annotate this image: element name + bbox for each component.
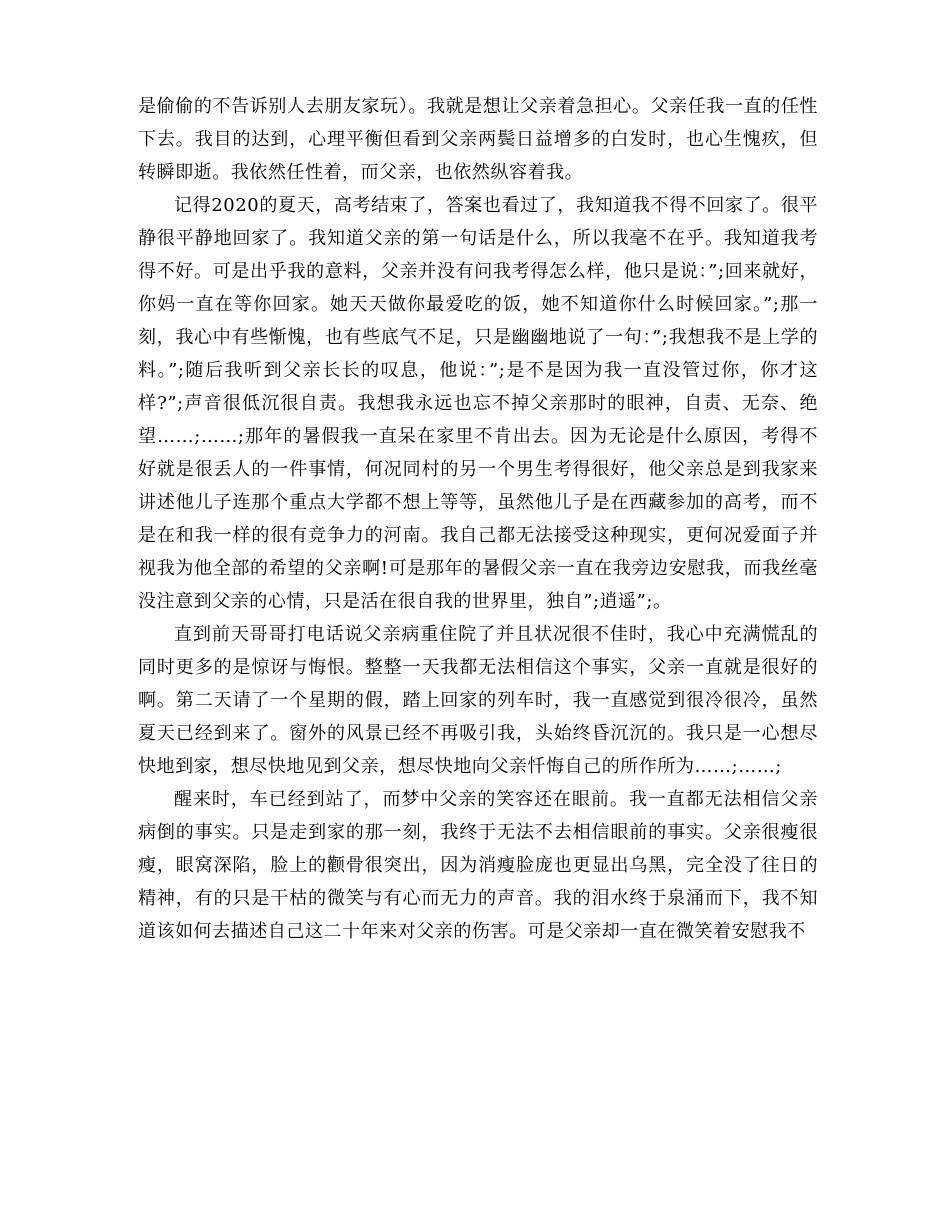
paragraph-arrival: 醒来时，车已经到站了，而梦中父亲的笑容还在眼前。我一直都无法相信父亲病倒的事实。只是走到家的那一刻，我终于无法不去相信眼前的事实。父亲很瘦很瘦，眼窝深陷，脸上的颧骨很突出，因为消瘦脸庞也更显出乌黑，完全没了往日的精神，有的只是干枯的微笑与有心而无力的声音。我的泪水终于泉涌而下，我不知道该如何去描述自己这二十年来对父亲的伤害。可是父亲却一直在微笑着安慰我不 [138, 789, 818, 942]
paragraph-continuation: 是偷偷的不告诉别人去朋友家玩）。我就是想让父亲着急担心。父亲任我一直的任性下去。我目的达到，心理平衡但看到父亲两鬓日益增多的白发时，也心生愧疚，但转瞬即逝。我依然任性着，而父亲，也依然纵容着我。 [138, 96, 818, 183]
article-body [138, 90, 818, 948]
paragraph-hospital-call: 直到前天哥哥打电话说父亲病重住院了并且状况很不佳时，我心中充满慌乱的同时更多的是惊讶与悔恨。整整一天我都无法相信这个事实，父亲一直就是很好的啊。第二天请了一个星期的假，踏上回家的列车时，我一直感觉到很冷很冷，虽然夏天已经到来了。窗外的风景已经不再吸引我，头始终昏沉沉的。我只是一心想尽快地到家，想尽快地见到父亲，想尽快地向父亲忏悔自己的所作所为……;……; [138, 624, 818, 777]
paragraph-summer-2020: 记得2020的夏天，高考结束了，答案也看过了，我知道我不得不回家了。很平静很平静地回家了。我知道父亲的第一句话是什么，所以我毫不在乎。我知道我考得不好。可是出乎我的意料，父亲并没有问我考得怎么样，他只是说：”;回来就好，你妈一直在等你回家。她天天做你最爱吃的饭，她不知道你什么时候回家。”;那一刻，我心中有些惭愧，也有些底气不足，只是幽幽地说了一句：”;我想我不是上学的料。”;随后我听到父亲长长的叹息，他说：”;是不是因为我一直没管过你，你才这样?”;声音很低沉很自责。我想我永远也忘不掉父亲那时的眼神，自责、无奈、绝望……;……;那年的暑假我一直呆在家里不肯出去。因为无论是什么原因，考得不好就是很丢人的一件事情，何况同村的另一个男生考得很好，他父亲总是到我家来讲述他儿子连那个重点大学都不想上等等，虽然他儿子是在西藏参加的高考，而不是在和我一样的很有竞争力的河南。我自己都无法接受这种现实，更何况爱面子并视我为他全部的希望的父亲啊!可是那年的暑假父亲一直在我旁边安慰我，而我丝毫没注意到父亲的心情，只是活在很自我的世界里，独自”;逍遥”;。 [138, 195, 818, 612]
